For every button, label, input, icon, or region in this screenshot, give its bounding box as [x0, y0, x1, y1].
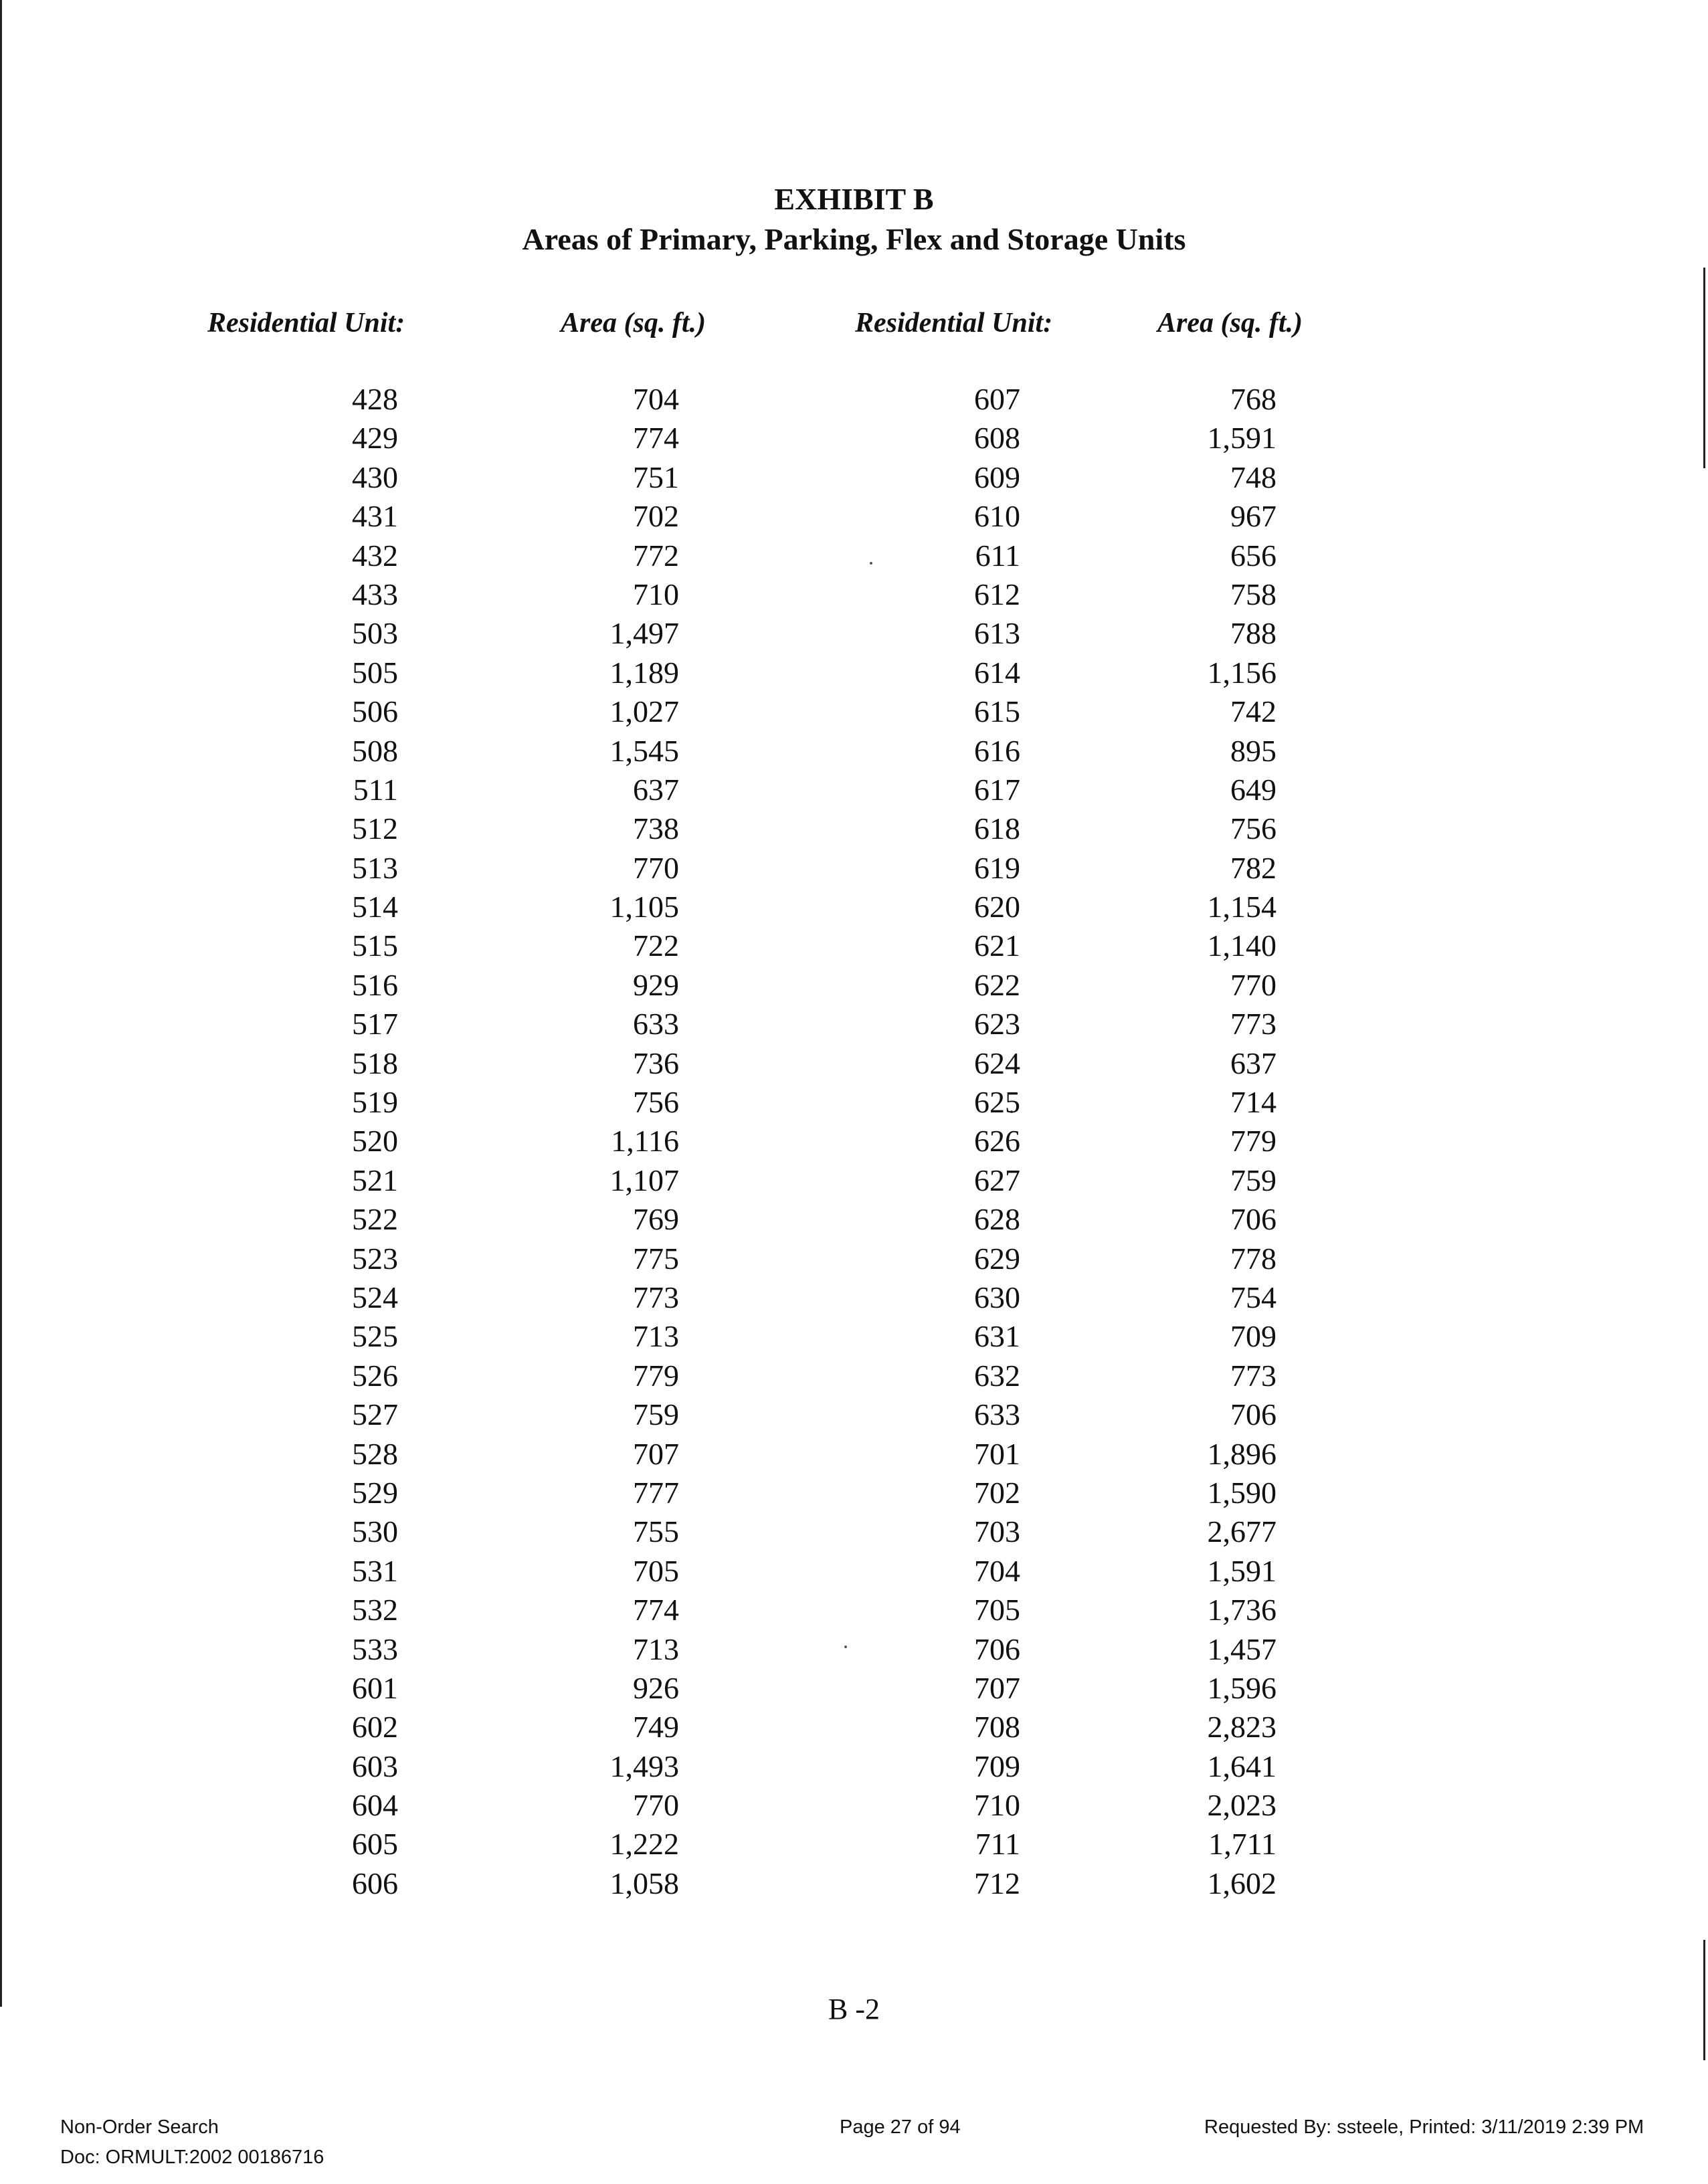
left-unit-cell: 432 [352, 538, 398, 573]
right-unit-cell: 703 [974, 1514, 1020, 1549]
left-unit-cell: 601 [352, 1670, 398, 1705]
left-area-cell: 1,222 [609, 1827, 679, 1862]
left-unit-cell: 531 [352, 1553, 398, 1588]
right-unit-cell: 611 [975, 538, 1020, 573]
left-area-cell: 1,107 [609, 1163, 679, 1197]
footer-requested-by: Requested By: ssteele, Printed: 3/11/2019 2:39 PM [1204, 2116, 1644, 2138]
right-unit-cell: 712 [974, 1866, 1020, 1900]
right-unit-cell: 615 [974, 694, 1020, 729]
exhibit-title: EXHIBIT B [774, 182, 934, 216]
left-area-cell: 1,058 [609, 1866, 679, 1900]
right-unit-cell: 631 [974, 1319, 1020, 1354]
left-unit-cell: 505 [352, 655, 398, 690]
left-unit-cell: 430 [352, 460, 398, 494]
right-area-cell: 1,154 [1207, 890, 1276, 924]
footer-page-count: Page 27 of 94 [840, 2116, 961, 2138]
left-area-cell: 770 [633, 850, 679, 885]
left-unit-cell: 511 [353, 772, 398, 807]
left-unit-cell: 520 [352, 1124, 398, 1159]
footer-left-line2: Doc: ORMULT:2002 00186716 [60, 2147, 324, 2168]
left-area-cell: 704 [633, 382, 679, 416]
header-residential-unit-right: Residential Unit: [855, 308, 1053, 338]
header-area-right: Area (sq. ft.) [1157, 308, 1303, 338]
right-area-cell: 754 [1230, 1280, 1276, 1314]
right-area-cell: 1,140 [1207, 928, 1276, 963]
left-unit-cell: 433 [352, 577, 398, 611]
right-area-cell: 714 [1230, 1085, 1276, 1120]
left-unit-cell: 514 [352, 890, 398, 924]
right-area-cell: 768 [1230, 382, 1276, 416]
exhibit-subtitle: Areas of Primary, Parking, Flex and Storage Units [522, 222, 1186, 256]
right-unit-column [943, 380, 1020, 1903]
right-area-cell: 782 [1230, 850, 1276, 885]
right-unit-cell: 617 [974, 772, 1020, 807]
left-area-cell: 736 [633, 1046, 679, 1080]
right-area-cell: 706 [1230, 1397, 1276, 1432]
exhibit-page-label: B -2 [828, 1993, 880, 2025]
left-unit-cell: 606 [352, 1866, 398, 1900]
left-unit-cell: 527 [352, 1397, 398, 1432]
left-unit-cell: 602 [352, 1710, 398, 1745]
left-area-cell: 713 [633, 1631, 679, 1666]
right-unit-cell: 613 [974, 616, 1020, 651]
right-unit-cell: 609 [974, 460, 1020, 494]
right-unit-cell: 705 [974, 1593, 1020, 1627]
left-unit-cell: 428 [352, 382, 398, 416]
left-unit-cell: 524 [352, 1280, 398, 1314]
right-unit-cell: 608 [974, 421, 1020, 456]
left-area-cell: 770 [633, 1788, 679, 1823]
right-unit-cell: 622 [974, 967, 1020, 1002]
right-unit-cell: 629 [974, 1241, 1020, 1276]
right-unit-cell: 628 [974, 1202, 1020, 1237]
left-area-cell: 769 [633, 1202, 679, 1237]
left-unit-cell: 526 [352, 1358, 398, 1393]
right-unit-cell: 633 [974, 1397, 1020, 1432]
left-area-cell: 775 [633, 1241, 679, 1276]
right-unit-cell: 621 [974, 928, 1020, 963]
left-area-cell: 759 [633, 1397, 679, 1432]
left-unit-cell: 503 [352, 616, 398, 651]
right-area-cell: 770 [1230, 967, 1276, 1002]
right-unit-cell: 623 [974, 1007, 1020, 1041]
right-area-cell: 895 [1230, 733, 1276, 768]
left-unit-cell: 523 [352, 1241, 398, 1276]
right-area-cell: 1,602 [1207, 1866, 1276, 1900]
left-area-cell: 749 [633, 1710, 679, 1745]
right-area-cell: 2,823 [1207, 1710, 1276, 1745]
header-residential-unit-left: Residential Unit: [207, 308, 405, 338]
left-unit-cell: 605 [352, 1827, 398, 1862]
footer-left-line1: Non-Order Search [60, 2116, 219, 2138]
right-area-cell: 778 [1230, 1241, 1276, 1276]
header-area-left: Area (sq. ft.) [561, 308, 706, 338]
left-unit-cell: 431 [352, 499, 398, 534]
right-area-cell: 1,591 [1207, 1553, 1276, 1588]
right-area-cell: 649 [1230, 772, 1276, 807]
left-unit-cell: 529 [352, 1475, 398, 1510]
scan-speck [870, 562, 872, 565]
left-unit-cell: 532 [352, 1593, 398, 1627]
left-area-cell: 929 [633, 967, 679, 1002]
right-unit-cell: 627 [974, 1163, 1020, 1197]
right-area-cell: 788 [1230, 616, 1276, 651]
left-area-cell: 926 [633, 1670, 679, 1705]
left-unit-cell: 521 [352, 1163, 398, 1197]
right-unit-cell: 619 [974, 850, 1020, 885]
right-unit-cell: 706 [974, 1631, 1020, 1666]
right-area-column [1177, 380, 1276, 1903]
left-area-cell: 705 [633, 1553, 679, 1588]
right-unit-cell: 612 [974, 577, 1020, 611]
right-area-cell: 773 [1230, 1358, 1276, 1393]
right-unit-cell: 610 [974, 499, 1020, 534]
left-unit-cell: 533 [352, 1631, 398, 1666]
right-unit-cell: 624 [974, 1046, 1020, 1080]
left-unit-cell: 530 [352, 1514, 398, 1549]
right-unit-cell: 616 [974, 733, 1020, 768]
left-unit-cell: 516 [352, 967, 398, 1002]
left-unit-cell: 515 [352, 928, 398, 963]
right-unit-cell: 614 [974, 655, 1020, 690]
scan-edge-right [1703, 268, 1705, 468]
right-unit-cell: 707 [974, 1670, 1020, 1705]
left-unit-column [321, 380, 398, 1903]
left-area-cell: 773 [633, 1280, 679, 1314]
right-area-cell: 1,736 [1207, 1593, 1276, 1627]
right-unit-cell: 709 [974, 1749, 1020, 1783]
left-area-cell: 710 [633, 577, 679, 611]
right-area-cell: 758 [1230, 577, 1276, 611]
left-area-column [575, 380, 679, 1903]
left-unit-cell: 429 [352, 421, 398, 456]
right-unit-cell: 710 [974, 1788, 1020, 1823]
left-area-cell: 633 [633, 1007, 679, 1041]
right-area-cell: 748 [1230, 460, 1276, 494]
right-unit-cell: 625 [974, 1085, 1020, 1120]
right-area-cell: 709 [1230, 1319, 1276, 1354]
right-area-cell: 1,457 [1207, 1631, 1276, 1666]
right-area-cell: 779 [1230, 1124, 1276, 1159]
right-area-cell: 759 [1230, 1163, 1276, 1197]
left-area-cell: 637 [633, 772, 679, 807]
right-unit-cell: 630 [974, 1280, 1020, 1314]
right-area-cell: 742 [1230, 694, 1276, 729]
left-unit-cell: 519 [352, 1085, 398, 1120]
left-unit-cell: 525 [352, 1319, 398, 1354]
scan-edge-left [0, 0, 2, 2007]
right-unit-cell: 704 [974, 1553, 1020, 1588]
left-area-cell: 756 [633, 1085, 679, 1120]
right-unit-cell: 607 [974, 382, 1020, 416]
right-area-cell: 1,641 [1207, 1749, 1276, 1783]
right-area-cell: 1,596 [1207, 1670, 1276, 1705]
left-unit-cell: 508 [352, 733, 398, 768]
left-area-cell: 1,105 [609, 890, 679, 924]
left-area-cell: 1,027 [609, 694, 679, 729]
left-area-cell: 755 [633, 1514, 679, 1549]
right-area-cell: 1,711 [1208, 1827, 1276, 1862]
right-area-cell: 1,590 [1207, 1475, 1276, 1510]
right-area-cell: 2,677 [1207, 1514, 1276, 1549]
right-area-cell: 967 [1230, 499, 1276, 534]
right-unit-cell: 711 [975, 1827, 1020, 1862]
left-area-cell: 713 [633, 1319, 679, 1354]
left-area-cell: 707 [633, 1436, 679, 1471]
scan-speck [844, 1646, 847, 1648]
left-area-cell: 777 [633, 1475, 679, 1510]
right-unit-cell: 702 [974, 1475, 1020, 1510]
left-unit-cell: 517 [352, 1007, 398, 1041]
right-area-cell: 1,591 [1207, 421, 1276, 456]
right-unit-cell: 701 [974, 1436, 1020, 1471]
left-unit-cell: 518 [352, 1046, 398, 1080]
left-area-cell: 1,189 [609, 655, 679, 690]
left-unit-cell: 522 [352, 1202, 398, 1237]
right-unit-cell: 632 [974, 1358, 1020, 1393]
right-unit-cell: 626 [974, 1124, 1020, 1159]
right-area-cell: 773 [1230, 1007, 1276, 1041]
right-unit-cell: 620 [974, 890, 1020, 924]
right-area-cell: 756 [1230, 811, 1276, 846]
right-area-cell: 1,156 [1207, 655, 1276, 690]
right-unit-cell: 708 [974, 1710, 1020, 1745]
left-unit-cell: 506 [352, 694, 398, 729]
left-area-cell: 738 [633, 811, 679, 846]
left-unit-cell: 528 [352, 1436, 398, 1471]
left-area-cell: 1,493 [609, 1749, 679, 1783]
right-area-cell: 2,023 [1207, 1788, 1276, 1823]
left-unit-cell: 513 [352, 850, 398, 885]
right-area-cell: 637 [1230, 1046, 1276, 1080]
left-area-cell: 774 [633, 421, 679, 456]
left-area-cell: 779 [633, 1358, 679, 1393]
left-area-cell: 751 [633, 460, 679, 494]
left-unit-cell: 603 [352, 1749, 398, 1783]
left-unit-cell: 512 [352, 811, 398, 846]
left-area-cell: 1,116 [611, 1124, 679, 1159]
left-area-cell: 1,497 [609, 616, 679, 651]
left-area-cell: 772 [633, 538, 679, 573]
left-area-cell: 1,545 [609, 733, 679, 768]
right-area-cell: 1,896 [1207, 1436, 1276, 1471]
left-area-cell: 722 [633, 928, 679, 963]
right-unit-cell: 618 [974, 811, 1020, 846]
left-area-cell: 774 [633, 1593, 679, 1627]
right-area-cell: 656 [1230, 538, 1276, 573]
left-unit-cell: 604 [352, 1788, 398, 1823]
right-area-cell: 706 [1230, 1202, 1276, 1237]
left-area-cell: 702 [633, 499, 679, 534]
